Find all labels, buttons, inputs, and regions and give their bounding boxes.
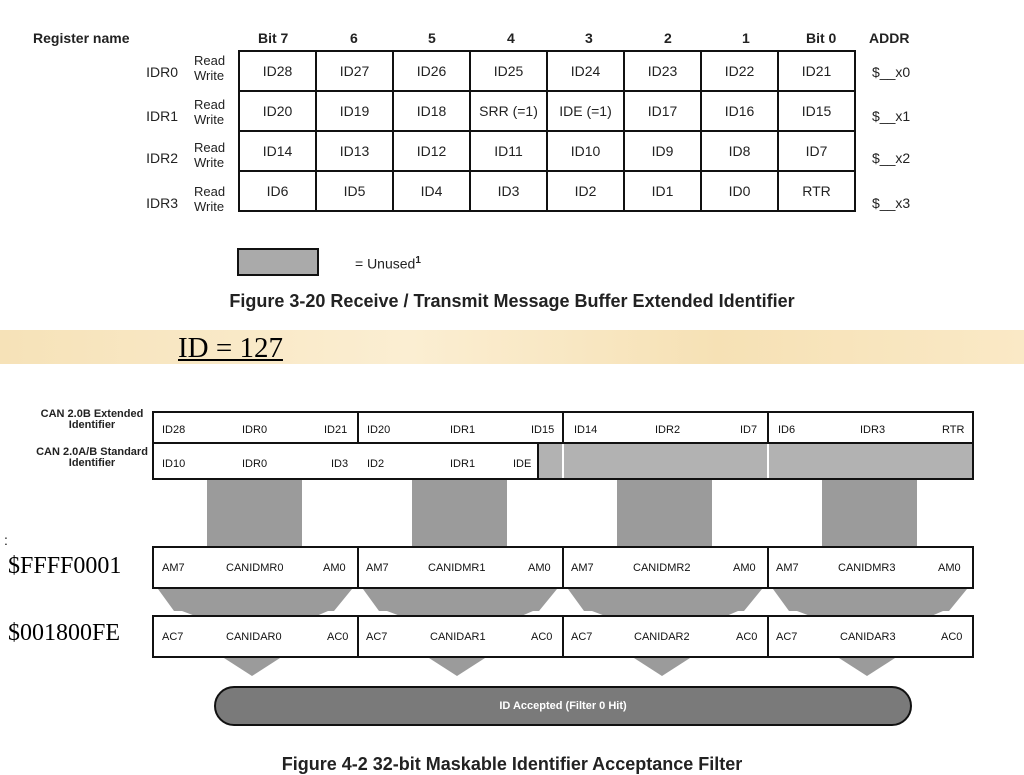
- ext-cell: IDR0: [242, 424, 268, 436]
- std-cell: ID3: [331, 458, 349, 470]
- bit-cell: ID10: [547, 131, 624, 171]
- connector-bar: [822, 480, 917, 546]
- bit-cell: ID1: [624, 171, 701, 211]
- mask-cell: AM0: [323, 562, 346, 574]
- ext-cell: ID28: [162, 424, 186, 436]
- acc-cell: AC7: [366, 631, 388, 643]
- table-row: [239, 91, 855, 131]
- mask-cell: AM0: [733, 562, 756, 574]
- bit-cell: ID12: [393, 131, 470, 171]
- bit-cell: ID2: [547, 171, 624, 211]
- mask-cell: AM7: [366, 562, 389, 574]
- divider: [357, 546, 359, 589]
- divider: [357, 615, 359, 658]
- divider: [537, 444, 539, 480]
- acc-cell: AC0: [736, 631, 758, 643]
- divider: [767, 615, 769, 658]
- ext-cell: IDR1: [450, 424, 476, 436]
- bit-cell: ID0: [701, 171, 778, 211]
- write-label: Write: [194, 199, 225, 214]
- funnel-shape: [158, 589, 352, 617]
- bit-header-6: 6: [350, 30, 358, 46]
- table-row: [239, 51, 855, 91]
- register-address: $__x0: [872, 64, 911, 80]
- bit-cell: ID20: [239, 91, 316, 131]
- acc-cell: CANIDAR3: [840, 631, 896, 643]
- mask-cell: AM7: [776, 562, 799, 574]
- write-label: Write: [194, 112, 225, 127]
- id-value-label: ID = 127: [178, 332, 283, 364]
- bit-cell: ID15: [778, 91, 855, 131]
- acc-cell: AC0: [941, 631, 963, 643]
- bit-header-3: 3: [585, 30, 593, 46]
- acc-cell: AC0: [327, 631, 349, 643]
- bit-cell: ID5: [316, 171, 393, 211]
- bit-cell: ID13: [316, 131, 393, 171]
- mask-cell: CANIDMR1: [428, 562, 486, 574]
- std-cell: IDR0: [242, 458, 268, 470]
- register-name: IDR2: [146, 150, 178, 166]
- bit-cell: ID19: [316, 91, 393, 131]
- table-row: [239, 171, 855, 211]
- arrow-down-icon: [839, 658, 895, 676]
- funnel-shape: [363, 589, 557, 617]
- funnel-shape: [773, 589, 967, 617]
- register-name: IDR1: [146, 108, 178, 124]
- mask-cell: CANIDMR2: [633, 562, 691, 574]
- mask-cell: CANIDMR0: [226, 562, 284, 574]
- register-name: IDR0: [146, 64, 178, 80]
- read-write-label: [194, 140, 240, 170]
- bit-cell: IDE (=1): [547, 91, 624, 131]
- divider: [767, 546, 769, 589]
- register-name: IDR3: [146, 195, 178, 211]
- unused-footnote: 1: [415, 255, 421, 266]
- register-address: $__x2: [872, 150, 911, 166]
- register-address: $__x3: [872, 195, 911, 211]
- std-cell: IDR1: [450, 458, 476, 470]
- bit-header-7: Bit 7: [258, 30, 289, 46]
- ext-cell: ID7: [740, 424, 758, 436]
- addr-header: ADDR: [869, 30, 910, 46]
- acc-cell: AC7: [571, 631, 593, 643]
- mask-cell: AM0: [938, 562, 961, 574]
- ext-cell: IDR2: [655, 424, 681, 436]
- ext-cell: ID21: [324, 424, 348, 436]
- connector-bar: [412, 480, 507, 546]
- unused-bits: [538, 444, 562, 478]
- bit-header-5: 5: [428, 30, 436, 46]
- connector-bar: [617, 480, 712, 546]
- ext-cell: RTR: [942, 424, 965, 436]
- acceptance-value-label: $001800FE: [8, 620, 121, 646]
- bit-cell: RTR: [778, 171, 855, 211]
- bit-cell: ID28: [239, 51, 316, 91]
- unused-bits: [564, 444, 767, 478]
- bit-cell: ID27: [316, 51, 393, 91]
- bit-cell: ID3: [470, 171, 547, 211]
- mask-cell: AM0: [528, 562, 551, 574]
- mask-value-label: $FFFF0001: [8, 553, 122, 579]
- bit-cell: ID26: [393, 51, 470, 91]
- mask-cell: CANIDMR3: [838, 562, 896, 574]
- divider: [562, 546, 564, 589]
- read-write-label: [194, 53, 240, 83]
- ext-cell: IDR3: [860, 424, 886, 436]
- read-write-label: [194, 97, 240, 127]
- bit-cell: ID14: [239, 131, 316, 171]
- table-row: [239, 131, 855, 171]
- bit-cell: ID16: [701, 91, 778, 131]
- read-write-label: [194, 184, 240, 214]
- mask-cell: AM7: [571, 562, 594, 574]
- acc-cell: AC7: [162, 631, 184, 643]
- bit-cell: ID23: [624, 51, 701, 91]
- ext-row-label: CAN 2.0B Extended Identifier: [40, 408, 144, 431]
- std-cell: ID10: [162, 458, 186, 470]
- unused-legend-text: = Unused: [355, 255, 416, 272]
- bit-cell: ID25: [470, 51, 547, 91]
- write-label: Write: [194, 68, 225, 83]
- divider: [562, 615, 564, 658]
- bit-header-1: 1: [742, 30, 750, 46]
- connector-bar: [207, 480, 302, 546]
- arrow-down-icon: [634, 658, 690, 676]
- bit-cell: ID18: [393, 91, 470, 131]
- ext-cell: ID20: [367, 424, 391, 436]
- stray-mark: :: [4, 532, 8, 548]
- bit-cell: ID17: [624, 91, 701, 131]
- read-label: Read: [194, 97, 226, 112]
- register-bit-table: [238, 50, 856, 212]
- read-label: Read: [194, 184, 226, 199]
- funnel-connectors: [152, 589, 974, 617]
- arrow-down-icon: [224, 658, 280, 676]
- std-cell: IDE: [513, 458, 532, 470]
- bit-cell: ID4: [393, 171, 470, 211]
- std-row-label: CAN 2.0A/B Standard Identifier: [36, 446, 148, 469]
- bit-cell: ID24: [547, 51, 624, 91]
- ext-cell: ID14: [574, 424, 598, 436]
- acc-cell: AC0: [531, 631, 553, 643]
- read-label: Read: [194, 53, 226, 68]
- register-figure: [0, 0, 1024, 320]
- unused-bits: [769, 444, 972, 478]
- acc-cell: CANIDAR1: [430, 631, 486, 643]
- bit-cell: ID7: [778, 131, 855, 171]
- bit-header-2: 2: [664, 30, 672, 46]
- bit-cell: ID6: [239, 171, 316, 211]
- acc-cell: AC7: [776, 631, 798, 643]
- figure-caption: Figure 4-2 32-bit Maskable Identifier Acceptance Filter: [281, 754, 743, 774]
- bit-cell: ID8: [701, 131, 778, 171]
- mask-cell: AM7: [162, 562, 185, 574]
- funnel-shape: [568, 589, 762, 617]
- ext-cell: ID6: [778, 424, 796, 436]
- acc-cell: CANIDAR0: [226, 631, 282, 643]
- write-label: Write: [194, 155, 225, 170]
- figure-caption: Figure 3-20 Receive / Transmit Message Buffer Extended Identifier: [229, 291, 795, 311]
- bit-cell: SRR (=1): [470, 91, 547, 131]
- bit-cell: ID21: [778, 51, 855, 91]
- read-label: Read: [194, 140, 226, 155]
- bit-header-4: 4: [507, 30, 515, 46]
- arrow-down-icon: [429, 658, 485, 676]
- register-address: $__x1: [872, 108, 911, 124]
- bit-header-0: Bit 0: [806, 30, 837, 46]
- unused-legend-swatch: [237, 248, 319, 276]
- unused-legend-label: [355, 255, 421, 272]
- bit-cell: ID9: [624, 131, 701, 171]
- ext-cell: ID15: [531, 424, 555, 436]
- register-name-header: Register name: [33, 30, 130, 46]
- bit-cell: ID11: [470, 131, 547, 171]
- std-cell: ID2: [367, 458, 385, 470]
- highlight-banner: [0, 330, 1024, 364]
- result-label: ID Accepted (Filter 0 Hit): [499, 700, 627, 712]
- acc-cell: CANIDAR2: [634, 631, 690, 643]
- bit-cell: ID22: [701, 51, 778, 91]
- result-arrows: [152, 658, 974, 686]
